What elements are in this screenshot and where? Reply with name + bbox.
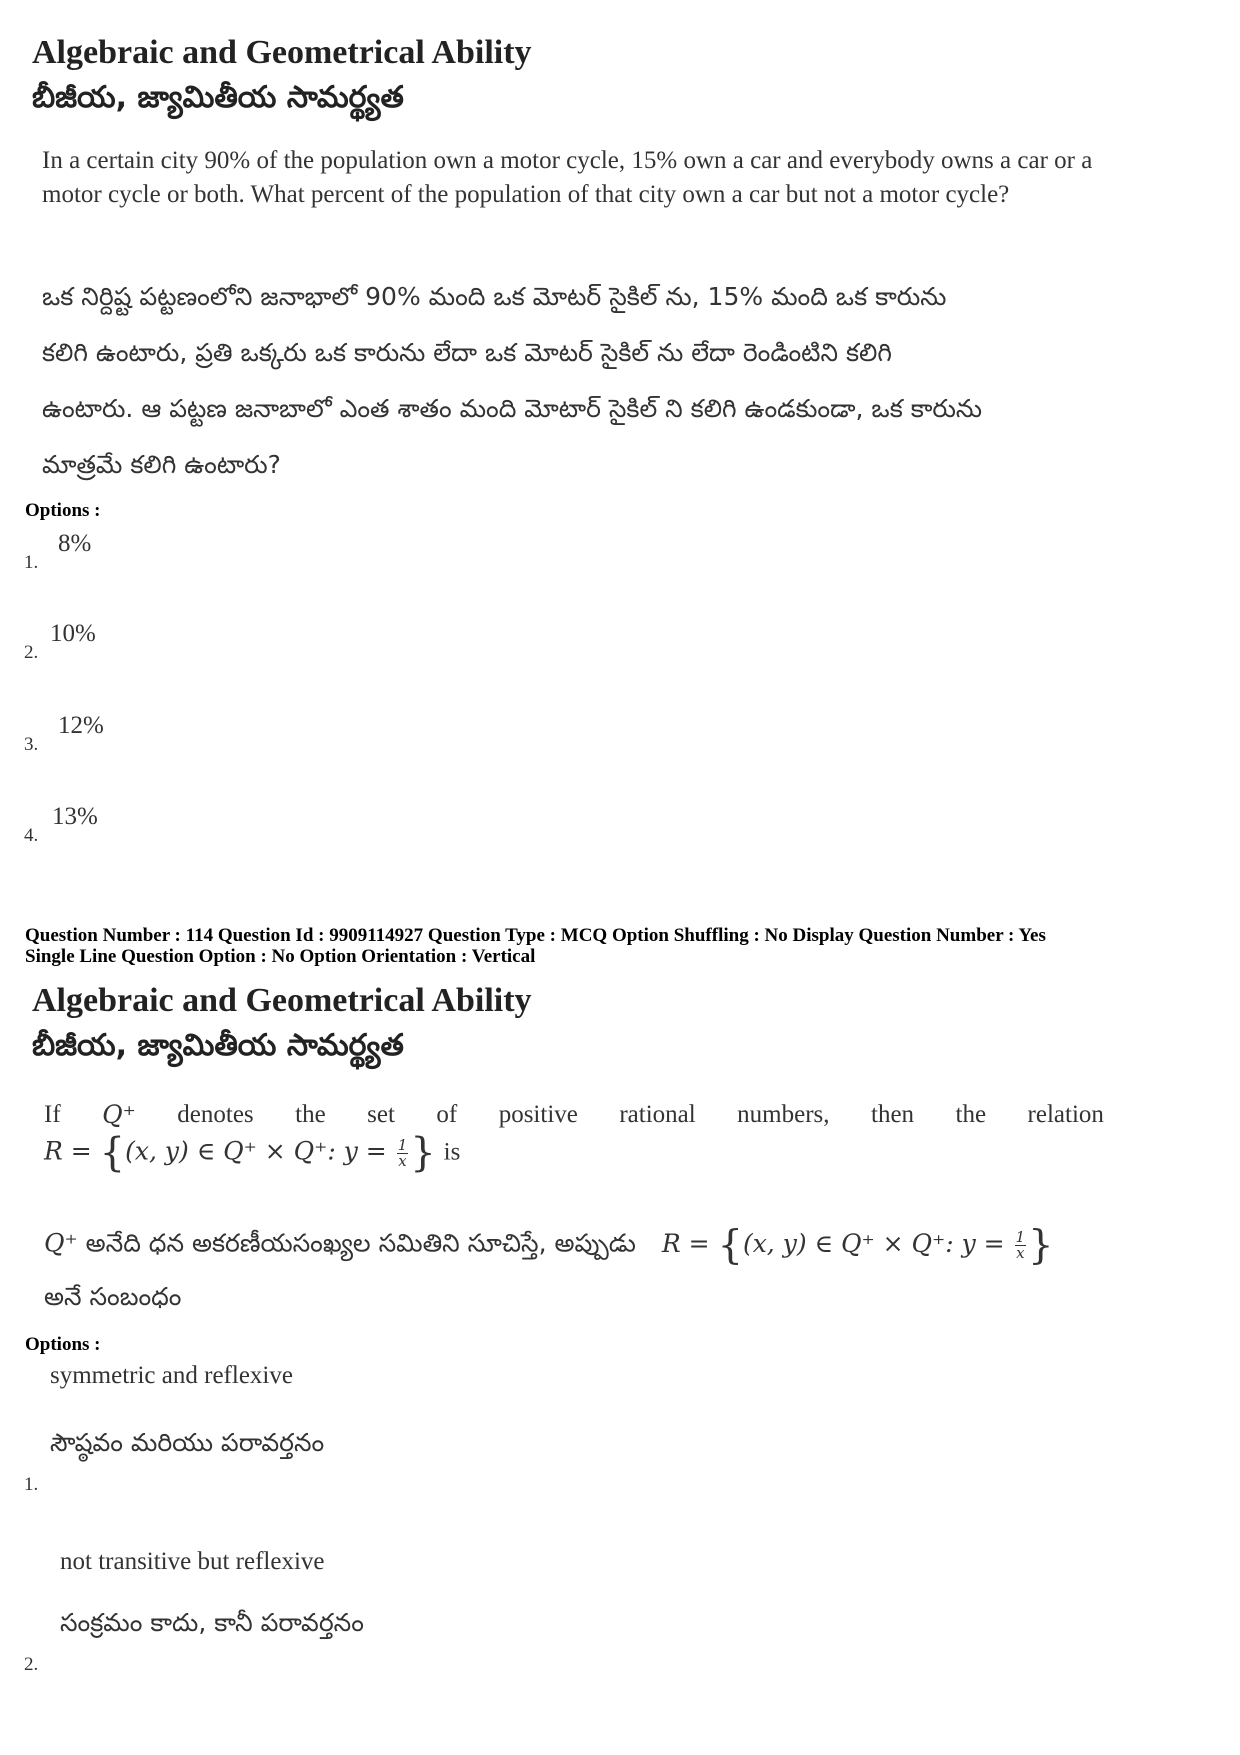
option-number: 1. [24, 1474, 39, 1495]
option-text-telugu: సౌష్ఠవం మరియు పరావర్తనం [50, 1428, 325, 1457]
question-text-telugu-line-4: మాత్రమే కలిగి ఉంటారు? [42, 450, 281, 479]
relation-expression: R = {(x, y) ∈ Q⁺ × Q⁺: y = $\frac{1}{x}$ } is [44, 1130, 461, 1176]
options-label: Options : [25, 500, 101, 521]
option-value: 12% [58, 712, 104, 739]
option-number: 4. [24, 825, 39, 846]
question-text-telugu-line-3: ఉంటారు. ఆ పట్టణ జనాబాలో ఎంత శాతం మంది మోటార్ సైకిల్ ని కలిగి ఉండకుండా, ఒక కారును [42, 394, 983, 423]
question-text-telugu-line-2: కలిగి ఉంటారు, ప్రతి ఒక్కరు ఒక కారును లేదా ఒక మోటర్ సైకిల్ ను లేదా రెండింటిని కలిగి [42, 338, 892, 367]
question-text-telugu-line-1: Q⁺ అనేది ధన అకరణీయసంఖ్యల సమితిని సూచిస్తే, అప్పుడు R = {(x, y) ∈ Q⁺ × Q⁺: y = $\frac{1}{x}$ } [44, 1222, 1054, 1268]
option-text-telugu: సంక్రమం కాదు, కానీ పరావర్తనం [60, 1608, 364, 1637]
option-2[interactable] [22, 1548, 522, 1688]
option-3[interactable] [22, 712, 222, 755]
options-label: Options : [25, 1334, 101, 1355]
option-value: 8% [58, 530, 92, 557]
option-number: 2. [24, 1654, 39, 1675]
question-text-english-line-1: If Q⁺ denotes the set of positive rational numbers, then the relation [44, 1100, 1104, 1129]
question-meta-line-1: Question Number : 114 Question Id : 9909114927 Question Type : MCQ Option Shuffling : No Display Question Number : Yes [25, 925, 1046, 946]
option-text-english: not transitive but reflexive [60, 1548, 325, 1575]
option-number: 1. [24, 552, 39, 573]
option-value: 13% [52, 803, 98, 830]
option-2[interactable] [22, 620, 222, 663]
question-text-telugu-line-1: ఒక నిర్దిష్ట పట్టణంలోని జనాభాలో 90% మంది ఒక మోటర్ సైకిల్ ను, 15% మంది ఒక కారును [42, 282, 947, 311]
section-title-telugu: బీజీయ, జ్యామితీయ సామర్థ్యత [32, 1028, 404, 1063]
section-title-telugu: బీజీయ, జ్యామితీయ సామర్థ్యత [32, 80, 404, 115]
section-title: Algebraic and Geometrical Ability [32, 982, 532, 1019]
question-meta-line-2: Single Line Question Option : No Option Orientation : Vertical [25, 946, 536, 967]
option-number: 2. [24, 642, 39, 663]
question-text-telugu-line-2: అనే సంబంధం [44, 1282, 182, 1311]
question-text-english: In a certain city 90% of the population own a motor cycle, 15% own a car and everybody owns a car or a motor cycle or both. What percent of the population of that city own a car but not a motor cycle? [42, 147, 1093, 208]
option-4[interactable] [22, 803, 222, 846]
option-value: 10% [50, 620, 96, 647]
option-number: 3. [24, 734, 39, 755]
section-title: Algebraic and Geometrical Ability [32, 34, 532, 71]
option-text-english: symmetric and reflexive [50, 1362, 293, 1389]
option-1[interactable] [22, 1362, 522, 1502]
option-1[interactable] [22, 530, 222, 573]
